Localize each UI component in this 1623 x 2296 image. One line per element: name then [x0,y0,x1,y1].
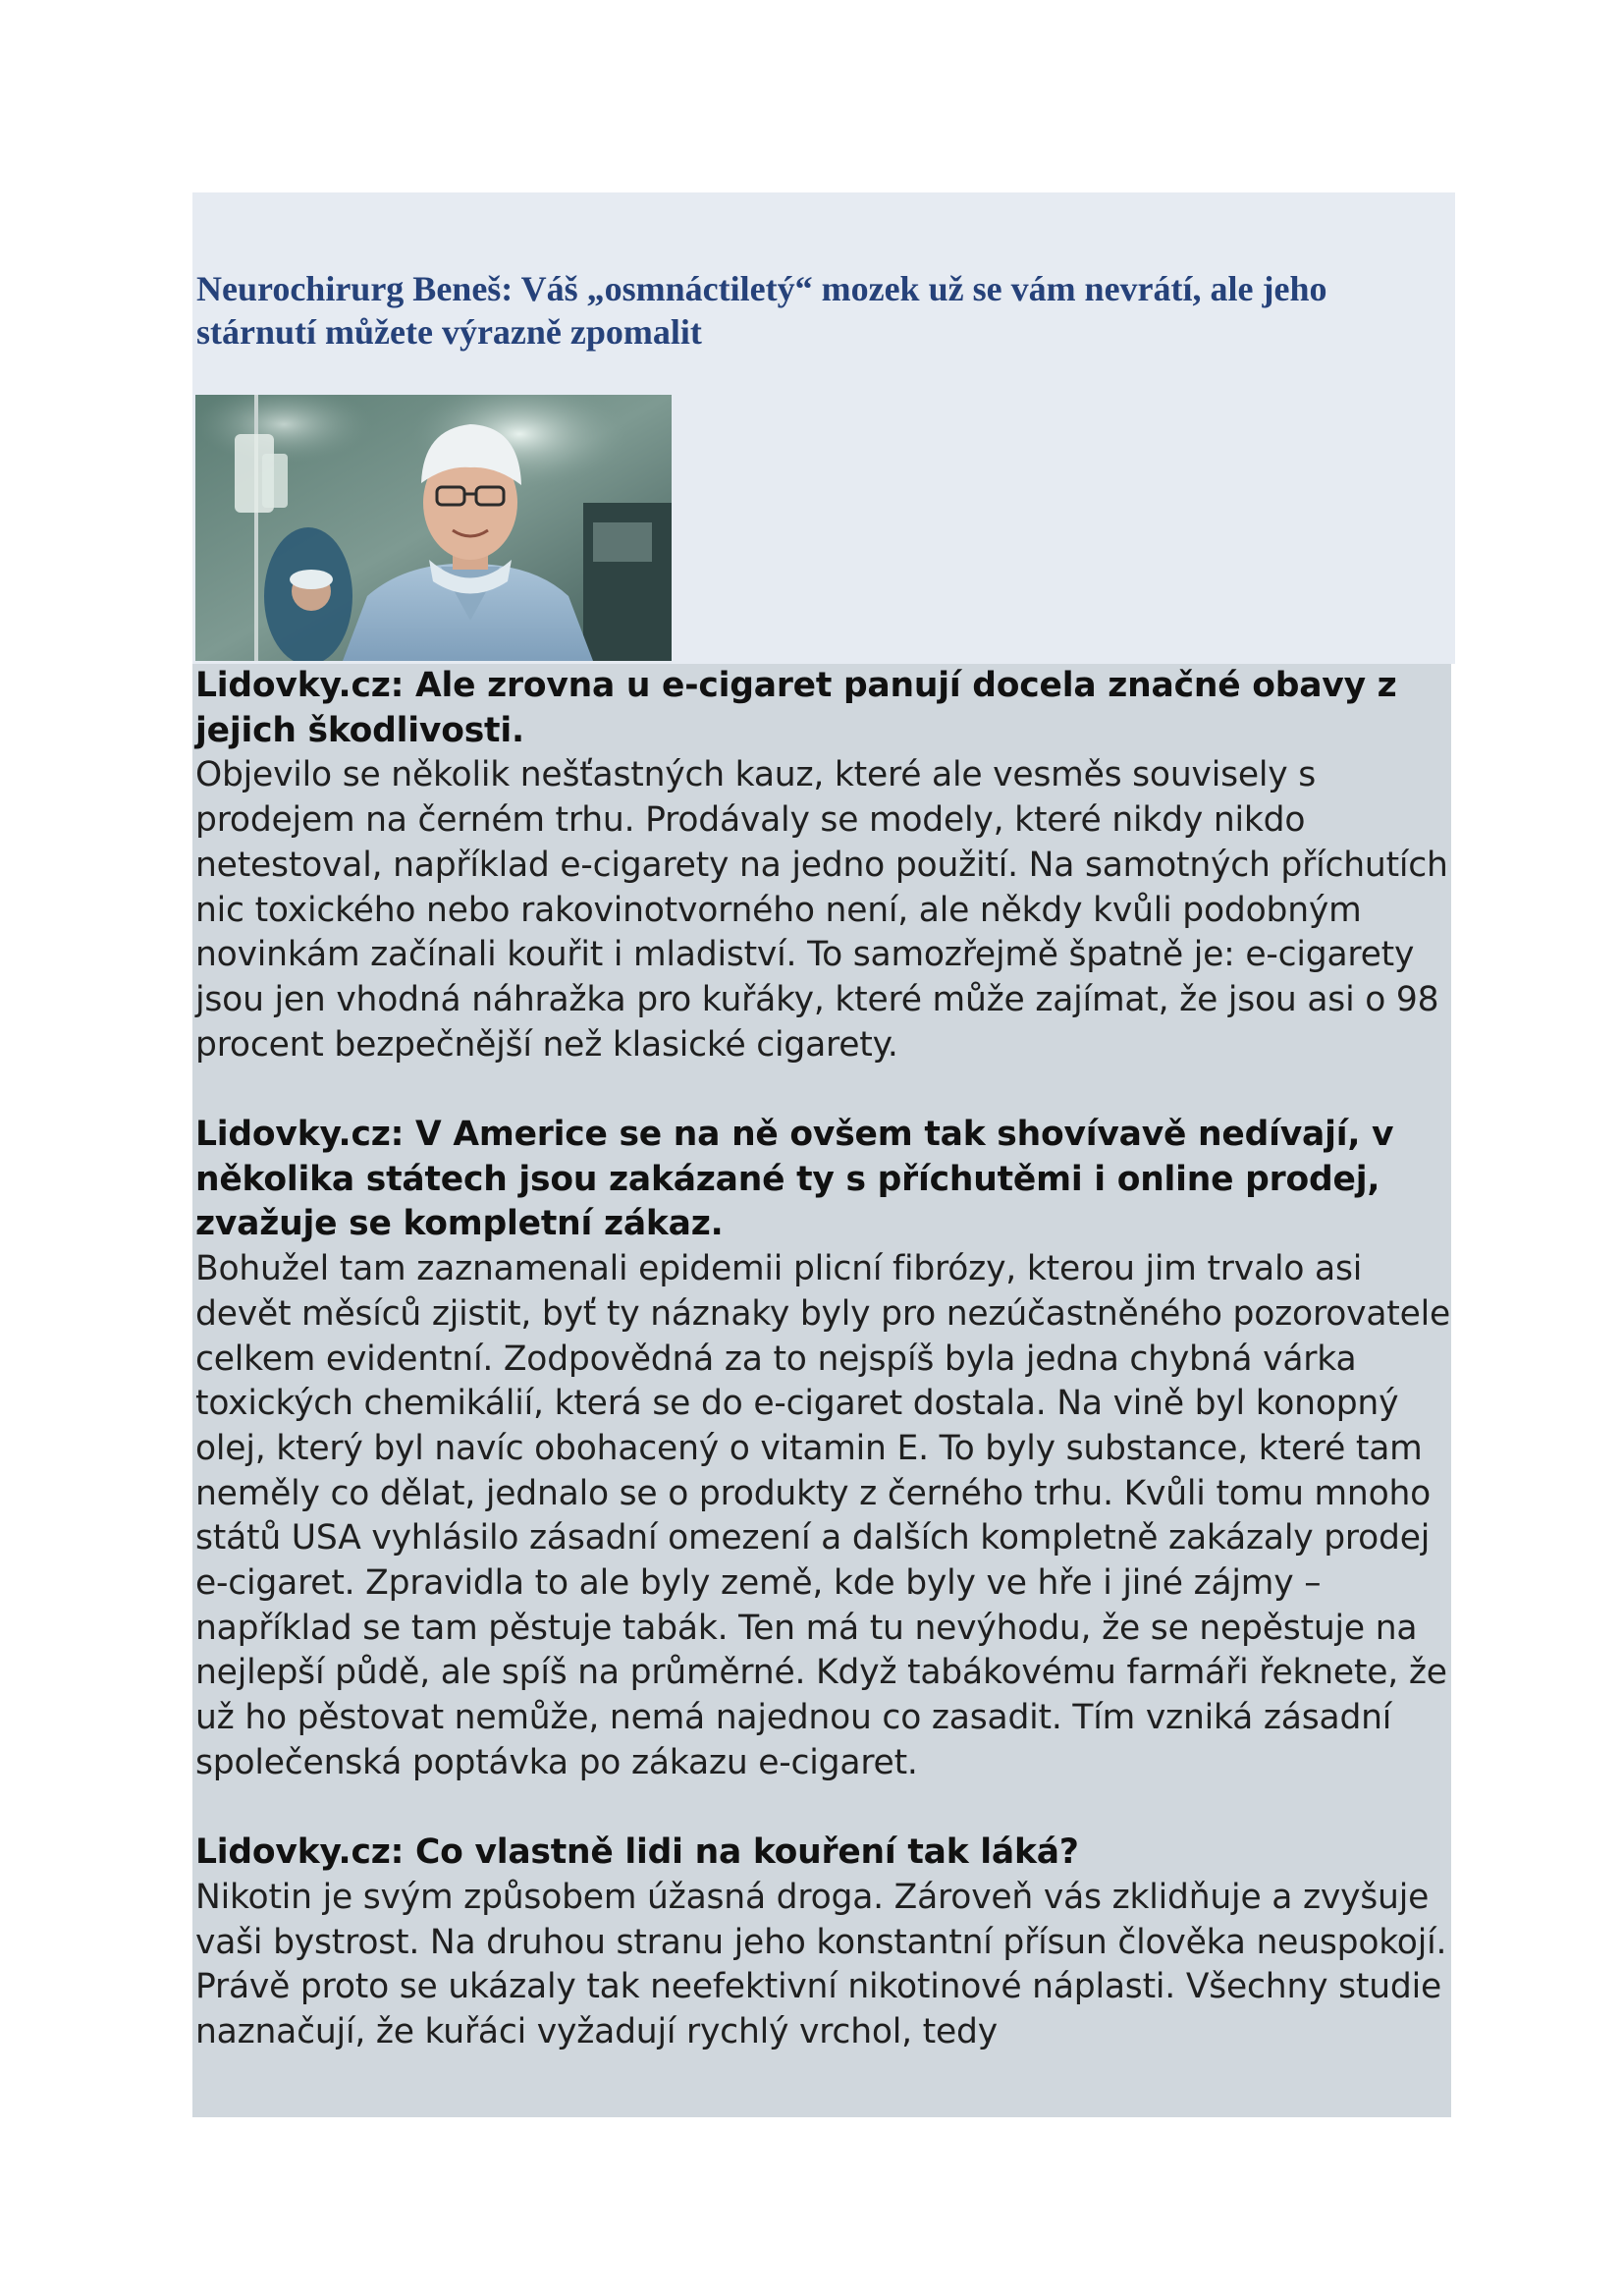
article-headline: Neurochirurg Beneš: Váš „osmnáctiletý“ mozek už se vám nevrátí, ale jeho stárnutí můžete výrazně zpomalit [196,269,1327,352]
surgeon-photo [195,395,672,661]
interview-article [195,664,1462,2055]
interview-question: Lidovky.cz: Co vlastně lidi na kouření tak láká? [195,1832,1079,1873]
interview-question: Lidovky.cz: Ale zrovna u e-cigaret panují docela značné obavy z jejich škodlivosti. [195,666,1397,750]
interview-question: Lidovky.cz: V Americe se na ně ovšem tak shovívavě nedívají, v několika státech jsou zakázané ty s příchutěmi i online prodej, zvažuje se kompletní zákaz. [195,1115,1394,1244]
interview-answer: Nikotin je svým způsobem úžasná droga. Zároveň vás zklidňuje a zvyšuje vaši bystrost. Na druhou stranu jeho konstantní přísun člověka neuspokojí. Právě proto se ukázaly tak neefektivní nikotinové náplasti. Všechny studie naznačují, že kuřáci vyžadují rychlý vrchol, tedy [195,1877,1447,2052]
interview-answer: Objevilo se několik nešťastných kauz, které ale vesměs souvisely s prodejem na černém trhu. Prodávaly se modely, které nikdy nikdo netestoval, například e-cigarety na jedno použití. Na samotných příchutích nic toxického nebo rakovinotvorného není, ale někdy kvůli podobným novinkám začínali kouřit i mladiství. To samozřejmě špatně je: e-cigarety jsou jen vhodná náhražka pro kuřáky, které může zajímat, že jsou asi o 98 procent bezpečnější než klasické cigarety. [195,755,1448,1065]
interview-answer: Bohužel tam zaznamenali epidemii plicní fibrózy, kterou jim trvalo asi devět měsíců zjistit, byť ty náznaky byly pro nezúčastněného pozorovatele celkem evidentní. Zodpovědná za to nejspíš byla jedna chybná várka toxických chemikálií, která se do e-cigaret dostala. Na vině byl konopný olej, který byl navíc obohacený o vitamin E. To byly substance, které tam neměly co dělat, jednalo se o produkty z černého trhu. Kvůli tomu mnoho států USA vyhlásilo zásadní omezení a dalších kompletně zakázaly prodej e-cigaret. Zpravidla to ale byly země, kde byly ve hře i jiné zájmy – například se tam pěstuje tabák. Ten má tu nevýhodu, že se nepěstuje na nejlepší půdě, ale spíš na průměrné. Když tabákovému farmáři řeknete, že už ho pěstovat nemůže, nemá najednou co zasadit. Tím vzniká zásadní společenská poptávka po zákazu e-cigaret. [195,1249,1451,1782]
